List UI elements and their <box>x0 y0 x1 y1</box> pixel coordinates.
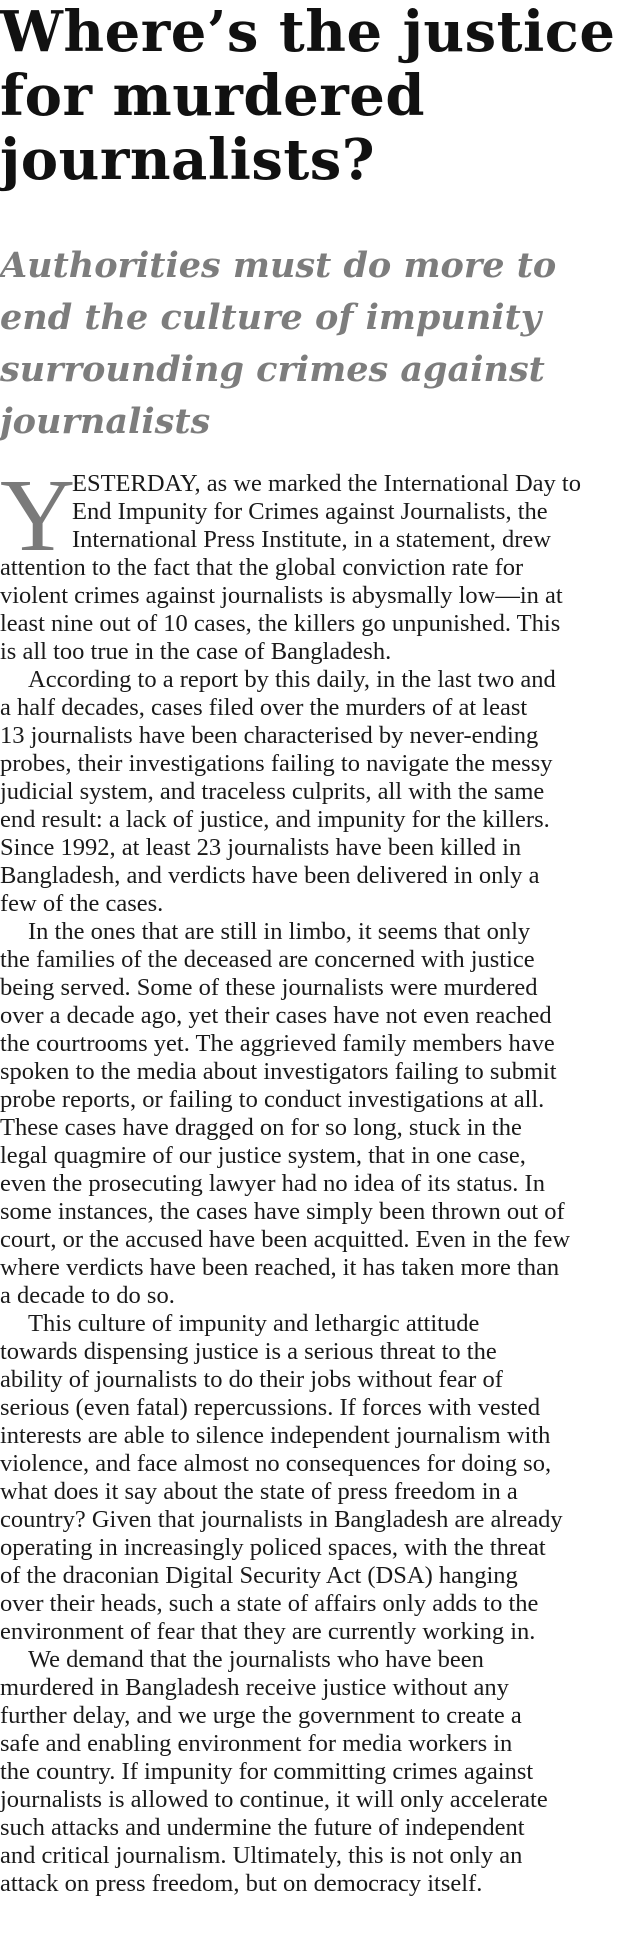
paragraph-4-line: environment of fear that they are currently working in. <box>0 1618 536 1645</box>
paragraph-4-line: operating in increasingly policed spaces, with the threat <box>0 1534 546 1561</box>
paragraph-3-line: a decade to do so. <box>0 1282 175 1309</box>
paragraph-2-line: probes, their investigations failing to navigate the messy <box>0 750 553 777</box>
paragraph-3-line: the families of the deceased are concerned with justice <box>0 946 535 973</box>
paragraph-2-line: a half decades, cases filed over the murders of at least <box>0 694 528 721</box>
drop-cap: Y <box>0 458 76 573</box>
paragraph-5-line: such attacks and undermine the future of independent <box>0 1814 525 1841</box>
paragraph-4-line: violence, and face almost no consequences for doing so, <box>0 1450 552 1477</box>
paragraph-2-line: 13 journalists have been characterised by never-ending <box>0 722 539 749</box>
subheadline-line: end the culture of impunity <box>0 297 542 338</box>
paragraph-4-line: over their heads, such a state of affairs only adds to the <box>0 1590 539 1617</box>
paragraph-2-line: Bangladesh, and verdicts have been delivered in only a <box>0 862 540 889</box>
paragraph-5-line: and critical journalism. Ultimately, this is not only an <box>0 1842 523 1869</box>
paragraph-4-line: This culture of impunity and lethargic attitude <box>28 1310 480 1337</box>
paragraph-3-line: being served. Some of these journalists were murdered <box>0 974 538 1001</box>
paragraph-5-line: murdered in Bangladesh receive justice without any <box>0 1674 509 1701</box>
paragraph-1-line: violent crimes against journalists is abysmally low—in at <box>0 582 563 609</box>
paragraph-4-line: of the draconian Digital Security Act (DSA) hanging <box>0 1562 518 1589</box>
paragraph-3-line: over a decade ago, yet their cases have not even reached <box>0 1002 552 1029</box>
paragraph-2-line: Since 1992, at least 23 journalists have been killed in <box>0 834 522 861</box>
paragraph-5-line: attack on press freedom, but on democracy itself. <box>0 1870 483 1897</box>
subheadline-line: journalists <box>0 401 211 442</box>
paragraph-1-line: attention to the fact that the global conviction rate for <box>0 554 524 581</box>
paragraph-3-line: even the prosecuting lawyer had no idea of its status. In <box>0 1170 545 1197</box>
paragraph-3-line: where verdicts have been reached, it has taken more than <box>0 1254 560 1281</box>
paragraph-4-line: serious (even fatal) repercussions. If forces with vested <box>0 1394 541 1421</box>
paragraph-5-line: the country. If impunity for committing crimes against <box>0 1758 534 1785</box>
subheadline-line: Authorities must do more to <box>0 245 557 286</box>
paragraph-4-line: interests are able to silence independent journalism with <box>0 1422 551 1449</box>
paragraph-3-line: some instances, the cases have simply been thrown out of <box>0 1198 565 1225</box>
paragraph-1-line: least nine out of 10 cases, the killers go unpunished. This <box>0 610 561 637</box>
subheadline-line: surrounding crimes against <box>0 349 545 390</box>
paragraph-1-line: International Press Institute, in a statement, drew <box>72 526 551 553</box>
headline-line: journalists? <box>0 127 376 193</box>
paragraph-4-line: country? Given that journalists in Bangladesh are already <box>0 1506 563 1533</box>
paragraph-5-line: further delay, and we urge the government to create a <box>0 1702 522 1729</box>
headline-line: for murdered <box>0 63 425 129</box>
paragraph-4-line: towards dispensing justice is a serious threat to the <box>0 1338 497 1365</box>
paragraph-1-line: is all too true in the case of Bangladesh. <box>0 638 392 665</box>
paragraph-3-line: In the ones that are still in limbo, it seems that only <box>28 918 531 945</box>
paragraph-3-line: probe reports, or failing to conduct investigations at all. <box>0 1086 545 1113</box>
paragraph-3-line: spoken to the media about investigators failing to submit <box>0 1058 557 1085</box>
paragraph-5-line: We demand that the journalists who have been <box>28 1646 484 1673</box>
paragraph-2-line: judicial system, and traceless culprits, all with the same <box>0 778 545 805</box>
headline <box>0 0 615 192</box>
paragraph-3-line: the courtrooms yet. The aggrieved family members have <box>0 1030 555 1057</box>
paragraph-2-line: According to a report by this daily, in the last two and <box>28 666 556 693</box>
paragraph-4-line: what does it say about the state of press freedom in a <box>0 1478 518 1505</box>
paragraph-3-line: court, or the accused have been acquitted. Even in the few <box>0 1226 571 1253</box>
headline-line: Where’s the justice <box>0 0 616 65</box>
paragraph-2-line: few of the cases. <box>0 890 164 917</box>
paragraph-3-line: legal quagmire of our justice system, that in one case, <box>0 1142 526 1169</box>
paragraph-5-line: journalists is allowed to continue, it will only accelerate <box>0 1786 548 1813</box>
subheadline <box>0 240 556 448</box>
paragraph-2-line: end result: a lack of justice, and impunity for the killers. <box>0 806 550 833</box>
paragraph-1-line: ESTERDAY, as we marked the International Day to <box>72 470 581 497</box>
paragraph-5-line: safe and enabling environment for media workers in <box>0 1730 513 1757</box>
paragraph-1-line: End Impunity for Crimes against Journalists, the <box>72 498 548 525</box>
article-body <box>0 458 581 1898</box>
paragraph-4-line: ability of journalists to do their jobs without fear of <box>0 1366 503 1393</box>
paragraph-3-line: These cases have dragged on for so long, stuck in the <box>0 1114 522 1141</box>
